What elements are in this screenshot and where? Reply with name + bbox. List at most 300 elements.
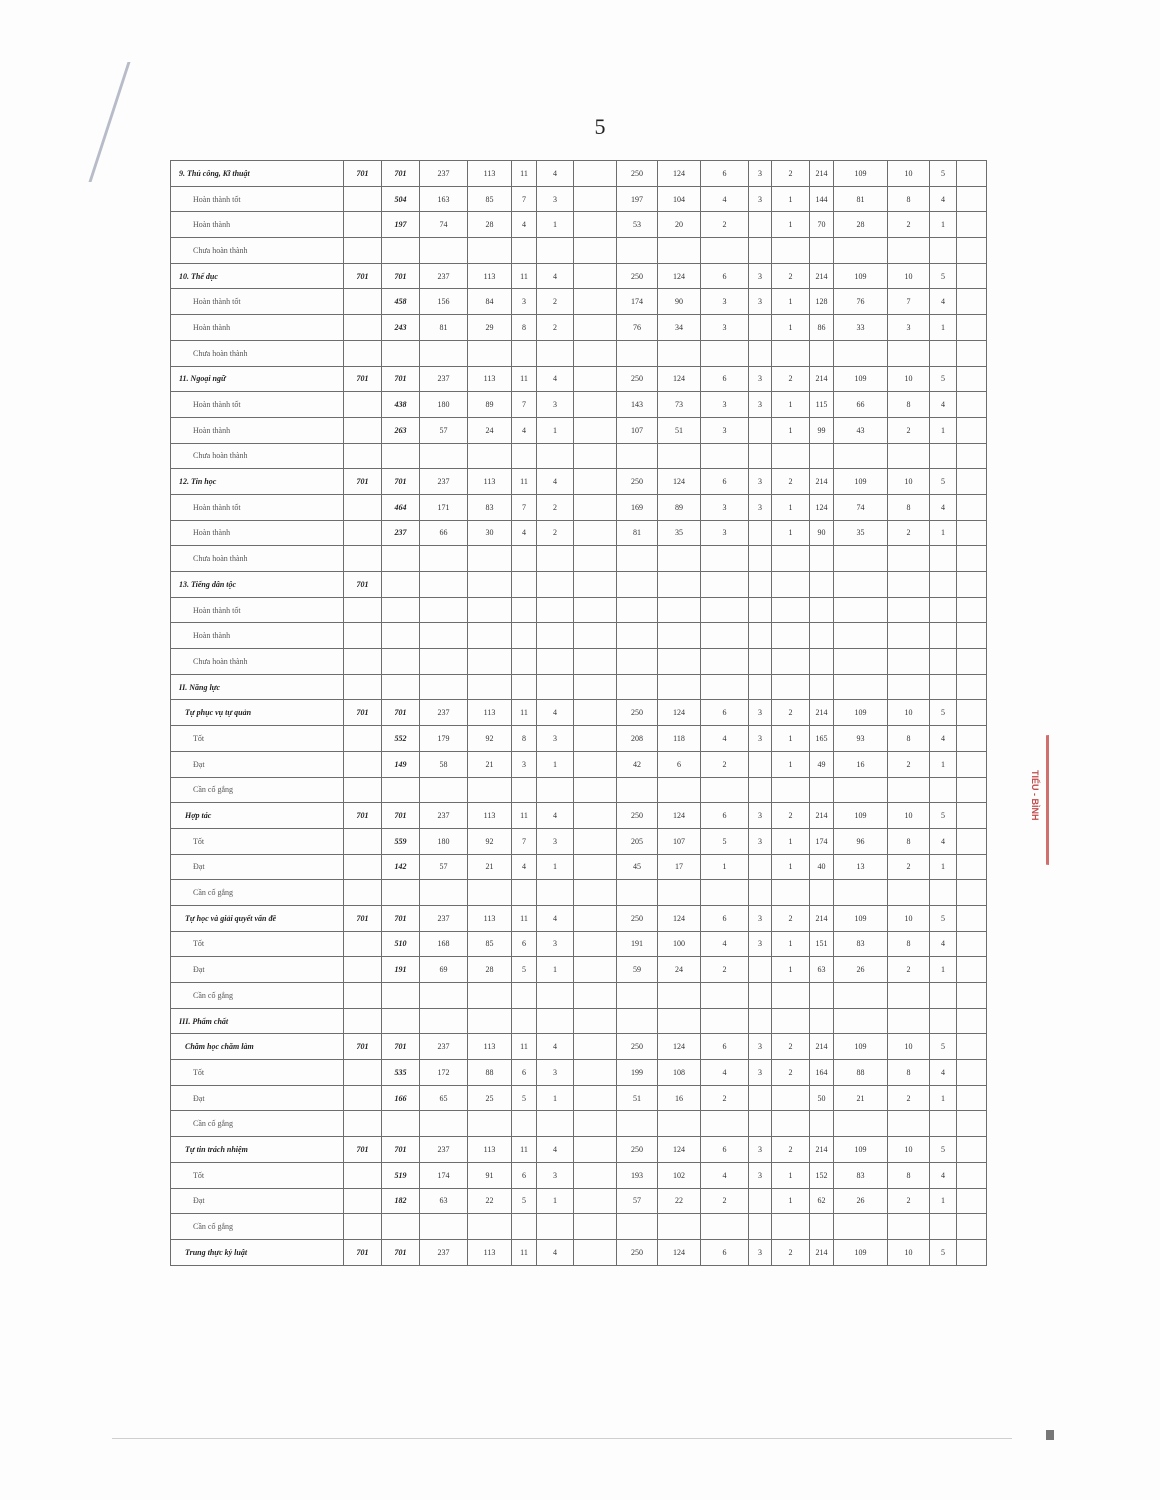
table-cell: [749, 315, 772, 341]
table-cell: 1: [772, 520, 810, 546]
table-cell: [468, 340, 512, 366]
table-cell: 149: [382, 751, 420, 777]
table-cell: [468, 674, 512, 700]
table-cell: [957, 161, 987, 187]
table-cell: [957, 1008, 987, 1034]
table-cell: 2: [772, 803, 810, 829]
table-cell: 3: [749, 1034, 772, 1060]
row-label: Hợp tác: [171, 803, 344, 829]
table-cell: 263: [382, 417, 420, 443]
table-cell: [772, 443, 810, 469]
table-cell: [574, 905, 617, 931]
table-cell: [930, 546, 957, 572]
table-cell: 214: [810, 469, 834, 495]
table-cell: 3: [537, 726, 574, 752]
table-cell: 11: [512, 700, 537, 726]
table-cell: [344, 597, 382, 623]
table-cell: 100: [658, 931, 701, 957]
table-cell: 4: [930, 289, 957, 315]
table-cell: [772, 983, 810, 1009]
row-label: Chưa hoàn thành: [171, 340, 344, 366]
table-row: [171, 1034, 987, 1060]
table-cell: 4: [537, 700, 574, 726]
table-cell: [749, 623, 772, 649]
row-label: Chăm học chăm làm: [171, 1034, 344, 1060]
table-cell: [834, 546, 888, 572]
table-cell: 701: [382, 803, 420, 829]
table-cell: 109: [834, 366, 888, 392]
table-row: [171, 983, 987, 1009]
table-cell: [957, 1214, 987, 1240]
table-cell: [658, 983, 701, 1009]
table-cell: 5: [930, 469, 957, 495]
table-cell: 113: [468, 469, 512, 495]
table-cell: 3: [749, 700, 772, 726]
table-cell: 118: [658, 726, 701, 752]
table-cell: [382, 777, 420, 803]
table-cell: [344, 238, 382, 264]
row-label: Tốt: [171, 1162, 344, 1188]
table-cell: 1: [537, 957, 574, 983]
table-cell: [701, 983, 749, 1009]
row-label: 11. Ngoại ngữ: [171, 366, 344, 392]
table-cell: [537, 1008, 574, 1034]
table-cell: 237: [420, 905, 468, 931]
table-row: [171, 1008, 987, 1034]
table-cell: 3: [749, 366, 772, 392]
table-cell: [957, 289, 987, 315]
table-cell: 214: [810, 700, 834, 726]
table-cell: [701, 880, 749, 906]
row-label: Đạt: [171, 1188, 344, 1214]
table-cell: [574, 828, 617, 854]
table-row: [171, 443, 987, 469]
table-cell: 1: [701, 854, 749, 880]
table-cell: 81: [420, 315, 468, 341]
table-cell: 1: [537, 751, 574, 777]
table-cell: 3: [749, 828, 772, 854]
table-cell: 3: [701, 392, 749, 418]
page-number: 5: [594, 114, 606, 139]
table-cell: [957, 1060, 987, 1086]
table-row: [171, 957, 987, 983]
row-label: 9. Thủ công, Kĩ thuật: [171, 161, 344, 187]
table-cell: [957, 1034, 987, 1060]
table-cell: [617, 546, 658, 572]
table-cell: 124: [658, 469, 701, 495]
table-cell: [957, 1188, 987, 1214]
table-cell: [701, 1214, 749, 1240]
table-cell: [420, 983, 468, 1009]
table-cell: 63: [810, 957, 834, 983]
row-label: Đạt: [171, 957, 344, 983]
table-cell: 109: [834, 803, 888, 829]
table-cell: [468, 1008, 512, 1034]
table-cell: [810, 649, 834, 675]
table-cell: 1: [772, 494, 810, 520]
table-cell: 53: [617, 212, 658, 238]
table-cell: [574, 572, 617, 598]
table-row: [171, 726, 987, 752]
table-cell: [930, 649, 957, 675]
table-cell: 1: [537, 1085, 574, 1111]
table-cell: [574, 803, 617, 829]
table-row: [171, 340, 987, 366]
table-cell: [420, 443, 468, 469]
table-cell: 1: [537, 417, 574, 443]
table-cell: 3: [749, 1137, 772, 1163]
table-cell: [930, 674, 957, 700]
table-cell: 199: [617, 1060, 658, 1086]
table-cell: [537, 546, 574, 572]
table-cell: [658, 623, 701, 649]
table-cell: [574, 957, 617, 983]
table-cell: 3: [701, 520, 749, 546]
table-cell: [957, 186, 987, 212]
table-cell: 701: [382, 469, 420, 495]
table-cell: 22: [468, 1188, 512, 1214]
table-cell: [537, 443, 574, 469]
table-cell: 250: [617, 161, 658, 187]
table-cell: 2: [772, 1137, 810, 1163]
table-row: [171, 186, 987, 212]
table-cell: 113: [468, 905, 512, 931]
table-cell: 92: [468, 726, 512, 752]
table-cell: [512, 443, 537, 469]
table-cell: [574, 289, 617, 315]
table-cell: [468, 1111, 512, 1137]
table-cell: [537, 597, 574, 623]
table-cell: [957, 751, 987, 777]
table-cell: [574, 417, 617, 443]
table-cell: 6: [701, 1034, 749, 1060]
table-cell: [749, 854, 772, 880]
table-cell: 180: [420, 392, 468, 418]
table-cell: 701: [382, 161, 420, 187]
table-cell: [420, 572, 468, 598]
table-cell: 250: [617, 1034, 658, 1060]
table-cell: 21: [468, 854, 512, 880]
table-cell: [574, 212, 617, 238]
table-cell: 65: [420, 1085, 468, 1111]
table-cell: [834, 1111, 888, 1137]
table-cell: 4: [537, 1239, 574, 1265]
table-cell: [574, 726, 617, 752]
table-cell: [468, 546, 512, 572]
table-cell: 4: [537, 1034, 574, 1060]
table-cell: 59: [617, 957, 658, 983]
table-cell: 438: [382, 392, 420, 418]
table-cell: [810, 1214, 834, 1240]
table-cell: [574, 854, 617, 880]
table-cell: 3: [749, 186, 772, 212]
table-cell: 174: [420, 1162, 468, 1188]
table-cell: [468, 983, 512, 1009]
table-cell: [344, 1008, 382, 1034]
table-cell: [344, 392, 382, 418]
table-cell: [701, 777, 749, 803]
table-cell: [344, 520, 382, 546]
table-cell: [574, 623, 617, 649]
table-cell: [344, 880, 382, 906]
table-cell: 3: [749, 161, 772, 187]
table-cell: 109: [834, 905, 888, 931]
table-cell: 2: [772, 263, 810, 289]
table-cell: 237: [420, 1137, 468, 1163]
scan-corner-mark: [1046, 1430, 1054, 1440]
table-cell: [930, 443, 957, 469]
table-cell: [382, 597, 420, 623]
table-cell: 10: [888, 803, 930, 829]
row-label: Chưa hoàn thành: [171, 238, 344, 264]
table-cell: 7: [888, 289, 930, 315]
table-cell: 193: [617, 1162, 658, 1188]
table-cell: 11: [512, 1034, 537, 1060]
table-cell: 3: [537, 828, 574, 854]
table-cell: [574, 1239, 617, 1265]
table-cell: 214: [810, 366, 834, 392]
table-cell: 109: [834, 1239, 888, 1265]
table-cell: [749, 957, 772, 983]
row-label: 12. Tin học: [171, 469, 344, 495]
table-cell: [658, 546, 701, 572]
table-cell: 250: [617, 1239, 658, 1265]
table-cell: [512, 597, 537, 623]
table-cell: [701, 1111, 749, 1137]
table-cell: [888, 777, 930, 803]
table-row: [171, 597, 987, 623]
table-cell: 169: [617, 494, 658, 520]
table-cell: [772, 238, 810, 264]
table-cell: [810, 238, 834, 264]
table-cell: 90: [810, 520, 834, 546]
table-cell: 1: [772, 931, 810, 957]
table-cell: 124: [658, 700, 701, 726]
table-cell: [344, 340, 382, 366]
table-cell: 4: [537, 366, 574, 392]
table-cell: 33: [834, 315, 888, 341]
table-cell: [574, 238, 617, 264]
table-cell: [834, 1008, 888, 1034]
table-cell: [617, 983, 658, 1009]
table-cell: [468, 443, 512, 469]
table-cell: [382, 1214, 420, 1240]
table-cell: [957, 931, 987, 957]
table-cell: 3: [749, 931, 772, 957]
table-cell: [468, 1214, 512, 1240]
table-cell: 124: [658, 1137, 701, 1163]
table-cell: 5: [512, 1085, 537, 1111]
table-cell: 10: [888, 263, 930, 289]
table-cell: 5: [930, 905, 957, 931]
table-cell: [658, 597, 701, 623]
table-cell: 519: [382, 1162, 420, 1188]
table-cell: 20: [658, 212, 701, 238]
table-cell: 4: [930, 186, 957, 212]
table-cell: 124: [658, 803, 701, 829]
table-cell: 26: [834, 957, 888, 983]
table-row: [171, 494, 987, 520]
table-cell: 5: [930, 366, 957, 392]
table-cell: [512, 340, 537, 366]
table-cell: [749, 1188, 772, 1214]
table-cell: [957, 854, 987, 880]
table-cell: [537, 777, 574, 803]
table-cell: 4: [701, 186, 749, 212]
table-cell: [834, 674, 888, 700]
table-cell: [888, 572, 930, 598]
table-cell: [749, 597, 772, 623]
table-cell: 559: [382, 828, 420, 854]
table-cell: 24: [658, 957, 701, 983]
table-row: [171, 803, 987, 829]
table-cell: [574, 1034, 617, 1060]
table-cell: [930, 1214, 957, 1240]
table-cell: 42: [617, 751, 658, 777]
table-row: [171, 289, 987, 315]
table-cell: [772, 1085, 810, 1111]
table-cell: [834, 238, 888, 264]
row-label: Cần cố gắng: [171, 983, 344, 1009]
table-row: [171, 674, 987, 700]
table-cell: 7: [512, 828, 537, 854]
table-cell: 21: [834, 1085, 888, 1111]
table-cell: [749, 1085, 772, 1111]
table-cell: [810, 880, 834, 906]
table-cell: 108: [658, 1060, 701, 1086]
table-cell: [382, 443, 420, 469]
table-cell: [772, 1111, 810, 1137]
table-cell: [574, 1060, 617, 1086]
table-cell: 197: [617, 186, 658, 212]
table-cell: 3: [537, 392, 574, 418]
table-cell: 237: [420, 803, 468, 829]
table-cell: [834, 880, 888, 906]
table-cell: 1: [930, 1188, 957, 1214]
table-cell: [888, 340, 930, 366]
table-cell: [888, 1008, 930, 1034]
table-cell: 63: [420, 1188, 468, 1214]
table-cell: 11: [512, 1239, 537, 1265]
table-cell: [382, 1008, 420, 1034]
table-cell: [420, 546, 468, 572]
table-cell: [749, 649, 772, 675]
table-cell: [957, 983, 987, 1009]
table-cell: 11: [512, 469, 537, 495]
table-cell: [810, 674, 834, 700]
table-cell: 701: [344, 1137, 382, 1163]
table-cell: [382, 983, 420, 1009]
table-cell: [701, 546, 749, 572]
table-cell: 88: [834, 1060, 888, 1086]
table-cell: [888, 983, 930, 1009]
table-cell: 113: [468, 700, 512, 726]
table-cell: [957, 623, 987, 649]
table-cell: 58: [420, 751, 468, 777]
table-row: [171, 212, 987, 238]
table-cell: 83: [468, 494, 512, 520]
table-cell: [930, 623, 957, 649]
table-cell: [888, 880, 930, 906]
table-cell: [344, 1111, 382, 1137]
table-row: [171, 1111, 987, 1137]
table-cell: [810, 340, 834, 366]
table-cell: [512, 623, 537, 649]
table-cell: 1: [772, 854, 810, 880]
table-cell: 92: [468, 828, 512, 854]
table-cell: [382, 623, 420, 649]
table-cell: 237: [420, 161, 468, 187]
table-cell: [658, 238, 701, 264]
table-cell: [930, 597, 957, 623]
table-row: [171, 1162, 987, 1188]
table-cell: 250: [617, 366, 658, 392]
table-cell: 85: [468, 186, 512, 212]
table-cell: [810, 597, 834, 623]
table-cell: 5: [512, 1188, 537, 1214]
table-cell: [420, 649, 468, 675]
table-cell: [617, 1111, 658, 1137]
table-cell: [701, 443, 749, 469]
table-cell: [512, 546, 537, 572]
table-cell: [701, 340, 749, 366]
table-cell: 124: [658, 263, 701, 289]
table-cell: [772, 649, 810, 675]
table-cell: 214: [810, 803, 834, 829]
table-cell: 2: [772, 161, 810, 187]
table-row: [171, 828, 987, 854]
table-cell: 3: [749, 1060, 772, 1086]
table-cell: 10: [888, 366, 930, 392]
table-cell: 57: [420, 417, 468, 443]
table-cell: [344, 1214, 382, 1240]
row-label: 13. Tiếng dân tộc: [171, 572, 344, 598]
table-cell: [420, 238, 468, 264]
table-cell: [344, 417, 382, 443]
row-label: Hoàn thành tốt: [171, 289, 344, 315]
table-cell: 1: [930, 751, 957, 777]
table-cell: 8: [888, 726, 930, 752]
table-cell: [420, 880, 468, 906]
table-cell: [834, 649, 888, 675]
table-cell: 6: [701, 700, 749, 726]
table-cell: 237: [382, 520, 420, 546]
table-cell: [344, 828, 382, 854]
table-cell: [617, 340, 658, 366]
table-cell: [344, 289, 382, 315]
table-cell: 1: [930, 417, 957, 443]
table-cell: [930, 1111, 957, 1137]
table-cell: 191: [617, 931, 658, 957]
table-cell: [420, 623, 468, 649]
row-label: Hoàn thành: [171, 623, 344, 649]
table-cell: [617, 623, 658, 649]
row-label: Hoàn thành: [171, 212, 344, 238]
table-cell: 3: [749, 494, 772, 520]
table-cell: 3: [537, 186, 574, 212]
table-row: [171, 1188, 987, 1214]
row-label: Tốt: [171, 1060, 344, 1086]
table-cell: [574, 751, 617, 777]
table-cell: 1: [772, 828, 810, 854]
table-cell: 2: [888, 520, 930, 546]
table-cell: [957, 649, 987, 675]
table-cell: 237: [420, 1239, 468, 1265]
table-row: [171, 469, 987, 495]
table-cell: 701: [344, 1034, 382, 1060]
table-cell: 701: [344, 700, 382, 726]
table-row: [171, 572, 987, 598]
